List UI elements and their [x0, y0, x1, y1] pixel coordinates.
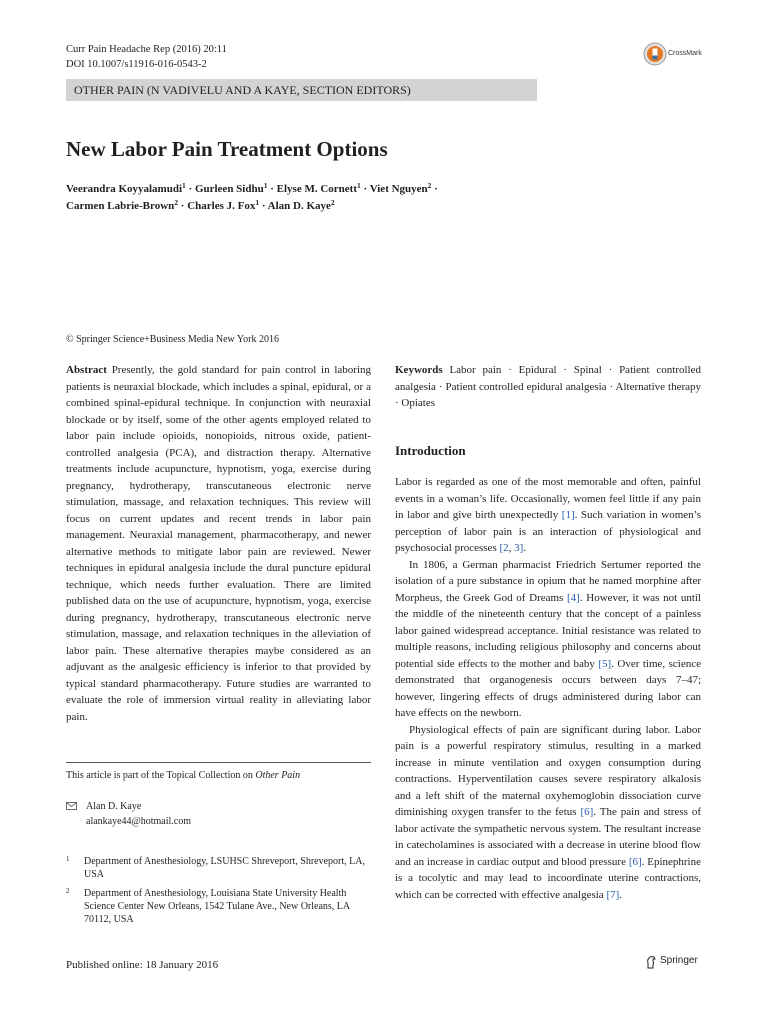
citation-link[interactable]: [2	[499, 542, 509, 554]
crossmark-icon	[643, 42, 667, 66]
keywords	[395, 362, 701, 412]
author-line-2	[66, 198, 706, 215]
author-name[interactable]: Carmen Labrie-Brown	[66, 200, 175, 212]
author-name[interactable]: Viet Nguyen	[369, 183, 428, 195]
citation-link[interactable]: [5]	[598, 657, 612, 670]
author-name[interactable]: Charles J. Fox	[187, 200, 256, 212]
springer-horse-icon	[645, 955, 657, 969]
author-affiliation-mark: 1	[255, 198, 260, 207]
collection-name[interactable]: Other Pain	[255, 770, 301, 781]
paragraph: In 1806, a German pharmacist Friedrich Sertumer reported the isolation of a pure substance in opium that he named morphine after Morpheus, the Greek God of Dreams [4]. However, it was not until the middle of the nineteenth century that the concept of a painless labor gained widespread acceptance. Initial resistance was related to multiple reasons, including religious philosophy and concerns about potential side effects to the mother and baby [5]. Over time, science demonstrated that organogenesis occurs between days 7–47; however, lingering effects of drugs administered during labor can have effects on the newborn.	[395, 558, 701, 719]
author-line-1	[66, 181, 706, 198]
author-name[interactable]: Alan D. Kaye	[267, 200, 331, 212]
topical-collection-note: This article is part of the Topical Collection on Other Pain	[66, 770, 301, 781]
section-banner: OTHER PAIN (N VADIVELU AND A KAYE, SECTION EDITORS)	[66, 79, 537, 101]
author-list	[66, 181, 706, 215]
author-separator: ·	[270, 183, 274, 195]
author-affiliation-mark: 1	[182, 181, 186, 190]
contact-email[interactable]: alankaye44@hotmail.com	[86, 816, 192, 827]
author-name[interactable]: Gurleen Sidhu	[194, 183, 264, 195]
citation-link[interactable]: [6]	[628, 855, 642, 868]
abstract	[66, 362, 371, 725]
introduction-body	[395, 474, 701, 903]
citation-link[interactable]: [1]	[561, 509, 575, 521]
copyright-line: © Springer Science+Business Media New York 2016	[66, 334, 279, 345]
crossmark-badge[interactable]	[643, 42, 713, 68]
author-separator: ·	[363, 183, 368, 195]
doi-line[interactable]: DOI 10.1007/s11916-016-0543-2	[66, 59, 207, 70]
affiliation-number: 1	[66, 855, 70, 863]
affiliation-text: Department of Anesthesiology, LSUHSC Shreveport, Shreveport, LA, USA	[84, 856, 365, 880]
author-affiliation-mark: 2	[427, 181, 432, 190]
author-separator: ·	[261, 200, 266, 212]
keywords-text: Labor pain · Epidural · Spinal · Patient controlled analgesia · Patient controlled epidural analgesia · Alternative therapy · Opiates	[395, 364, 701, 409]
author-separator: ·	[180, 200, 185, 212]
author-affiliation-mark: 2	[174, 198, 179, 207]
author-name[interactable]: Elyse M. Cornett	[276, 183, 357, 195]
journal-line: Curr Pain Headache Rep (2016) 20:11	[66, 44, 227, 55]
keywords-label: Keywords	[395, 364, 443, 376]
abstract-text: Presently, the gold standard for pain control in laboring patients is neuraxial blockade, which includes a spinal, epidural, or a combined spinal-epidural technique. In conjunction with neuraxial blockade or by itself, some of the other agents employed related to labor pain include opioids, nonopioids, nitrous oxide, patient-controlled analgesia (PCA), and distraction therapy. Alternative treatments include acupuncture, hypnotism, yoga, exercise during pregnancy, hydrotherapy, transcutaneous electronic nerve stimulation, massage, and relaxation techniques. This review will focus on current updates and recent trends in labor pain management. Neuraxial management, pharmacotherapy, and newer alternative methods to mitigate labor pain are reviewed. Newer techniques in epidural analgesia include the dural puncture epidural technique, which needs further evaluation. There are limited published data on the use of acupuncture, hypnotism, yoga, exercise during pregnancy, hydrotherapy, transcutaneous electronic nerve stimulation, massage, and relaxation techniques in the alleviation of labor pain. These alternative therapies maybe considered as an adjuvant as the analgesic efficiency is inferior to that provided by typical standard pharmacotherapy. Future studies are warranted to evaluate the role of immersion virtual reality in alleviating labor pain.	[66, 364, 372, 723]
author-separator: ·	[188, 183, 193, 195]
publisher-name: Springer	[660, 955, 698, 966]
published-date: Published online: 18 January 2016	[66, 959, 219, 971]
abstract-label: Abstract	[66, 364, 107, 376]
affiliation-text: Department of Anesthesiology, Louisiana State University Health Science Center New Orleans, 1542 Tulane Ave., New Orleans, LA 70112, USA	[84, 888, 350, 925]
footnote-divider	[66, 762, 371, 763]
paragraph: Labor is regarded as one of the most memorable and often, painful events in a woman’s life. Occasionally, women feel little if any pain in labor and give birth unexpectedly [1]. Such variation in women’s perception of labor pain is an interaction of physiological and psychosocial processes [2, 3].	[395, 476, 701, 554]
paragraph: Physiological effects of pain are significant during labor. Labor pain is a powerful respiratory stimulus, resulting in a marked increase in minute ventilation and oxygen consumption during contractions. Hyperventilation causes severe respiratory alkalosis and a left shift of the maternal oxyhemoglobin dissociation curve diminishing oxygen transfer to the fetus [6]. The pain and stress of labor activate the sympathetic nervous system. The resultant increase in catecholamines is associated with a decrease in uterine blood flow and an increase in cardiac output and blood pressure [6]. Epinephrine is a tocolytic and may lead to incoordinate uterine contractions, which can be corrected with effective analgesia [7].	[395, 723, 701, 901]
author-name[interactable]: Veerandra Koyyalamudi	[66, 183, 183, 195]
crossmark-label: CrossMark	[668, 50, 702, 57]
journal-citation	[66, 42, 227, 72]
envelope-icon	[66, 802, 77, 810]
author-affiliation-mark: 2	[330, 198, 335, 207]
introduction-heading: Introduction	[395, 443, 466, 458]
author-separator: ·	[434, 183, 438, 195]
citation-link[interactable]: [6]	[580, 806, 594, 818]
author-affiliation-mark: 1	[263, 181, 268, 190]
contact-name: Alan D. Kaye	[86, 801, 142, 812]
author-affiliation-mark: 1	[356, 181, 361, 190]
citation-link[interactable]: 3]	[514, 542, 524, 554]
citation-link[interactable]: [4]	[567, 591, 580, 604]
article-title: New Labor Pain Treatment Options	[66, 137, 388, 161]
affiliation-number: 2	[66, 887, 70, 895]
citation-link[interactable]: [7]	[606, 888, 620, 901]
